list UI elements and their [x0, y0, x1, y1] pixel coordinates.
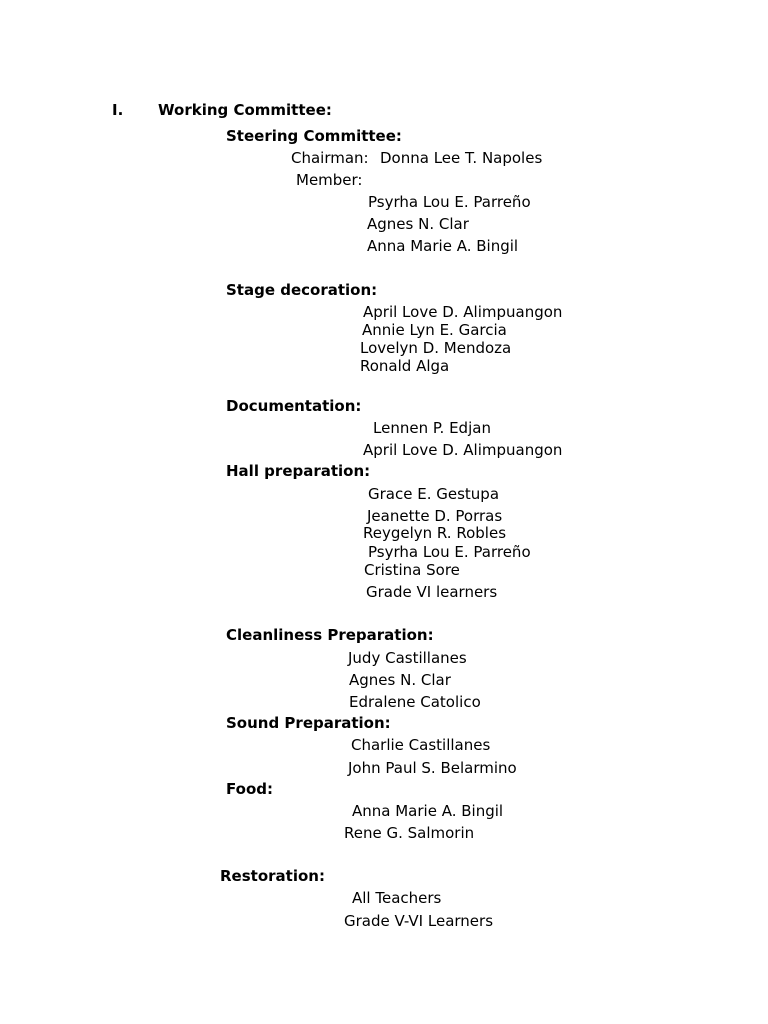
documentation-member: Lennen P. Edjan — [373, 419, 491, 437]
section-title: Working Committee: — [158, 101, 332, 119]
sound-heading: Sound Preparation: — [226, 714, 391, 732]
hall-preparation-member: Psyrha Lou E. Parreño — [368, 543, 531, 561]
documentation-heading: Documentation: — [226, 397, 362, 415]
sound-member: John Paul S. Belarmino — [348, 759, 517, 777]
food-member: Anna Marie A. Bingil — [352, 802, 504, 820]
documentation-member: April Love D. Alimpuangon — [363, 441, 563, 459]
cleanliness-heading: Cleanliness Preparation: — [226, 626, 434, 644]
member-label: Member: — [296, 171, 363, 189]
sound-member: Charlie Castillanes — [351, 736, 491, 754]
hall-preparation-member: Grade VI learners — [366, 583, 498, 601]
chairman-name: Donna Lee T. Napoles — [380, 149, 543, 167]
cleanliness-member: Agnes N. Clar — [349, 671, 451, 689]
section-numeral: I. — [112, 101, 124, 119]
cleanliness-member: Judy Castillanes — [348, 649, 467, 667]
stage-decoration-member: Lovelyn D. Mendoza — [360, 339, 512, 357]
hall-preparation-member: Cristina Sore — [364, 561, 460, 579]
stage-decoration-member: Annie Lyn E. Garcia — [362, 321, 507, 339]
hall-preparation-member: Jeanette D. Porras — [367, 507, 503, 525]
chairman-label: Chairman: — [291, 149, 369, 167]
food-heading: Food: — [226, 780, 273, 798]
stage-decoration-member: Ronald Alga — [360, 357, 450, 375]
hall-preparation-member: Reygelyn R. Robles — [363, 524, 507, 542]
steering-heading: Steering Committee: — [226, 127, 402, 145]
restoration-heading: Restoration: — [220, 867, 325, 885]
steering-member: Agnes N. Clar — [367, 215, 469, 233]
cleanliness-member: Edralene Catolico — [349, 693, 481, 711]
restoration-member: All Teachers — [352, 889, 442, 907]
steering-member: Psyrha Lou E. Parreño — [368, 193, 531, 211]
hall-preparation-member: Grace E. Gestupa — [368, 485, 500, 503]
stage-decoration-member: April Love D. Alimpuangon — [363, 303, 563, 321]
food-member: Rene G. Salmorin — [344, 824, 475, 842]
steering-member: Anna Marie A. Bingil — [367, 237, 519, 255]
stage-decoration-heading: Stage decoration: — [226, 281, 378, 299]
restoration-member: Grade V-VI Learners — [344, 912, 494, 930]
hall-preparation-heading: Hall preparation: — [226, 462, 371, 480]
